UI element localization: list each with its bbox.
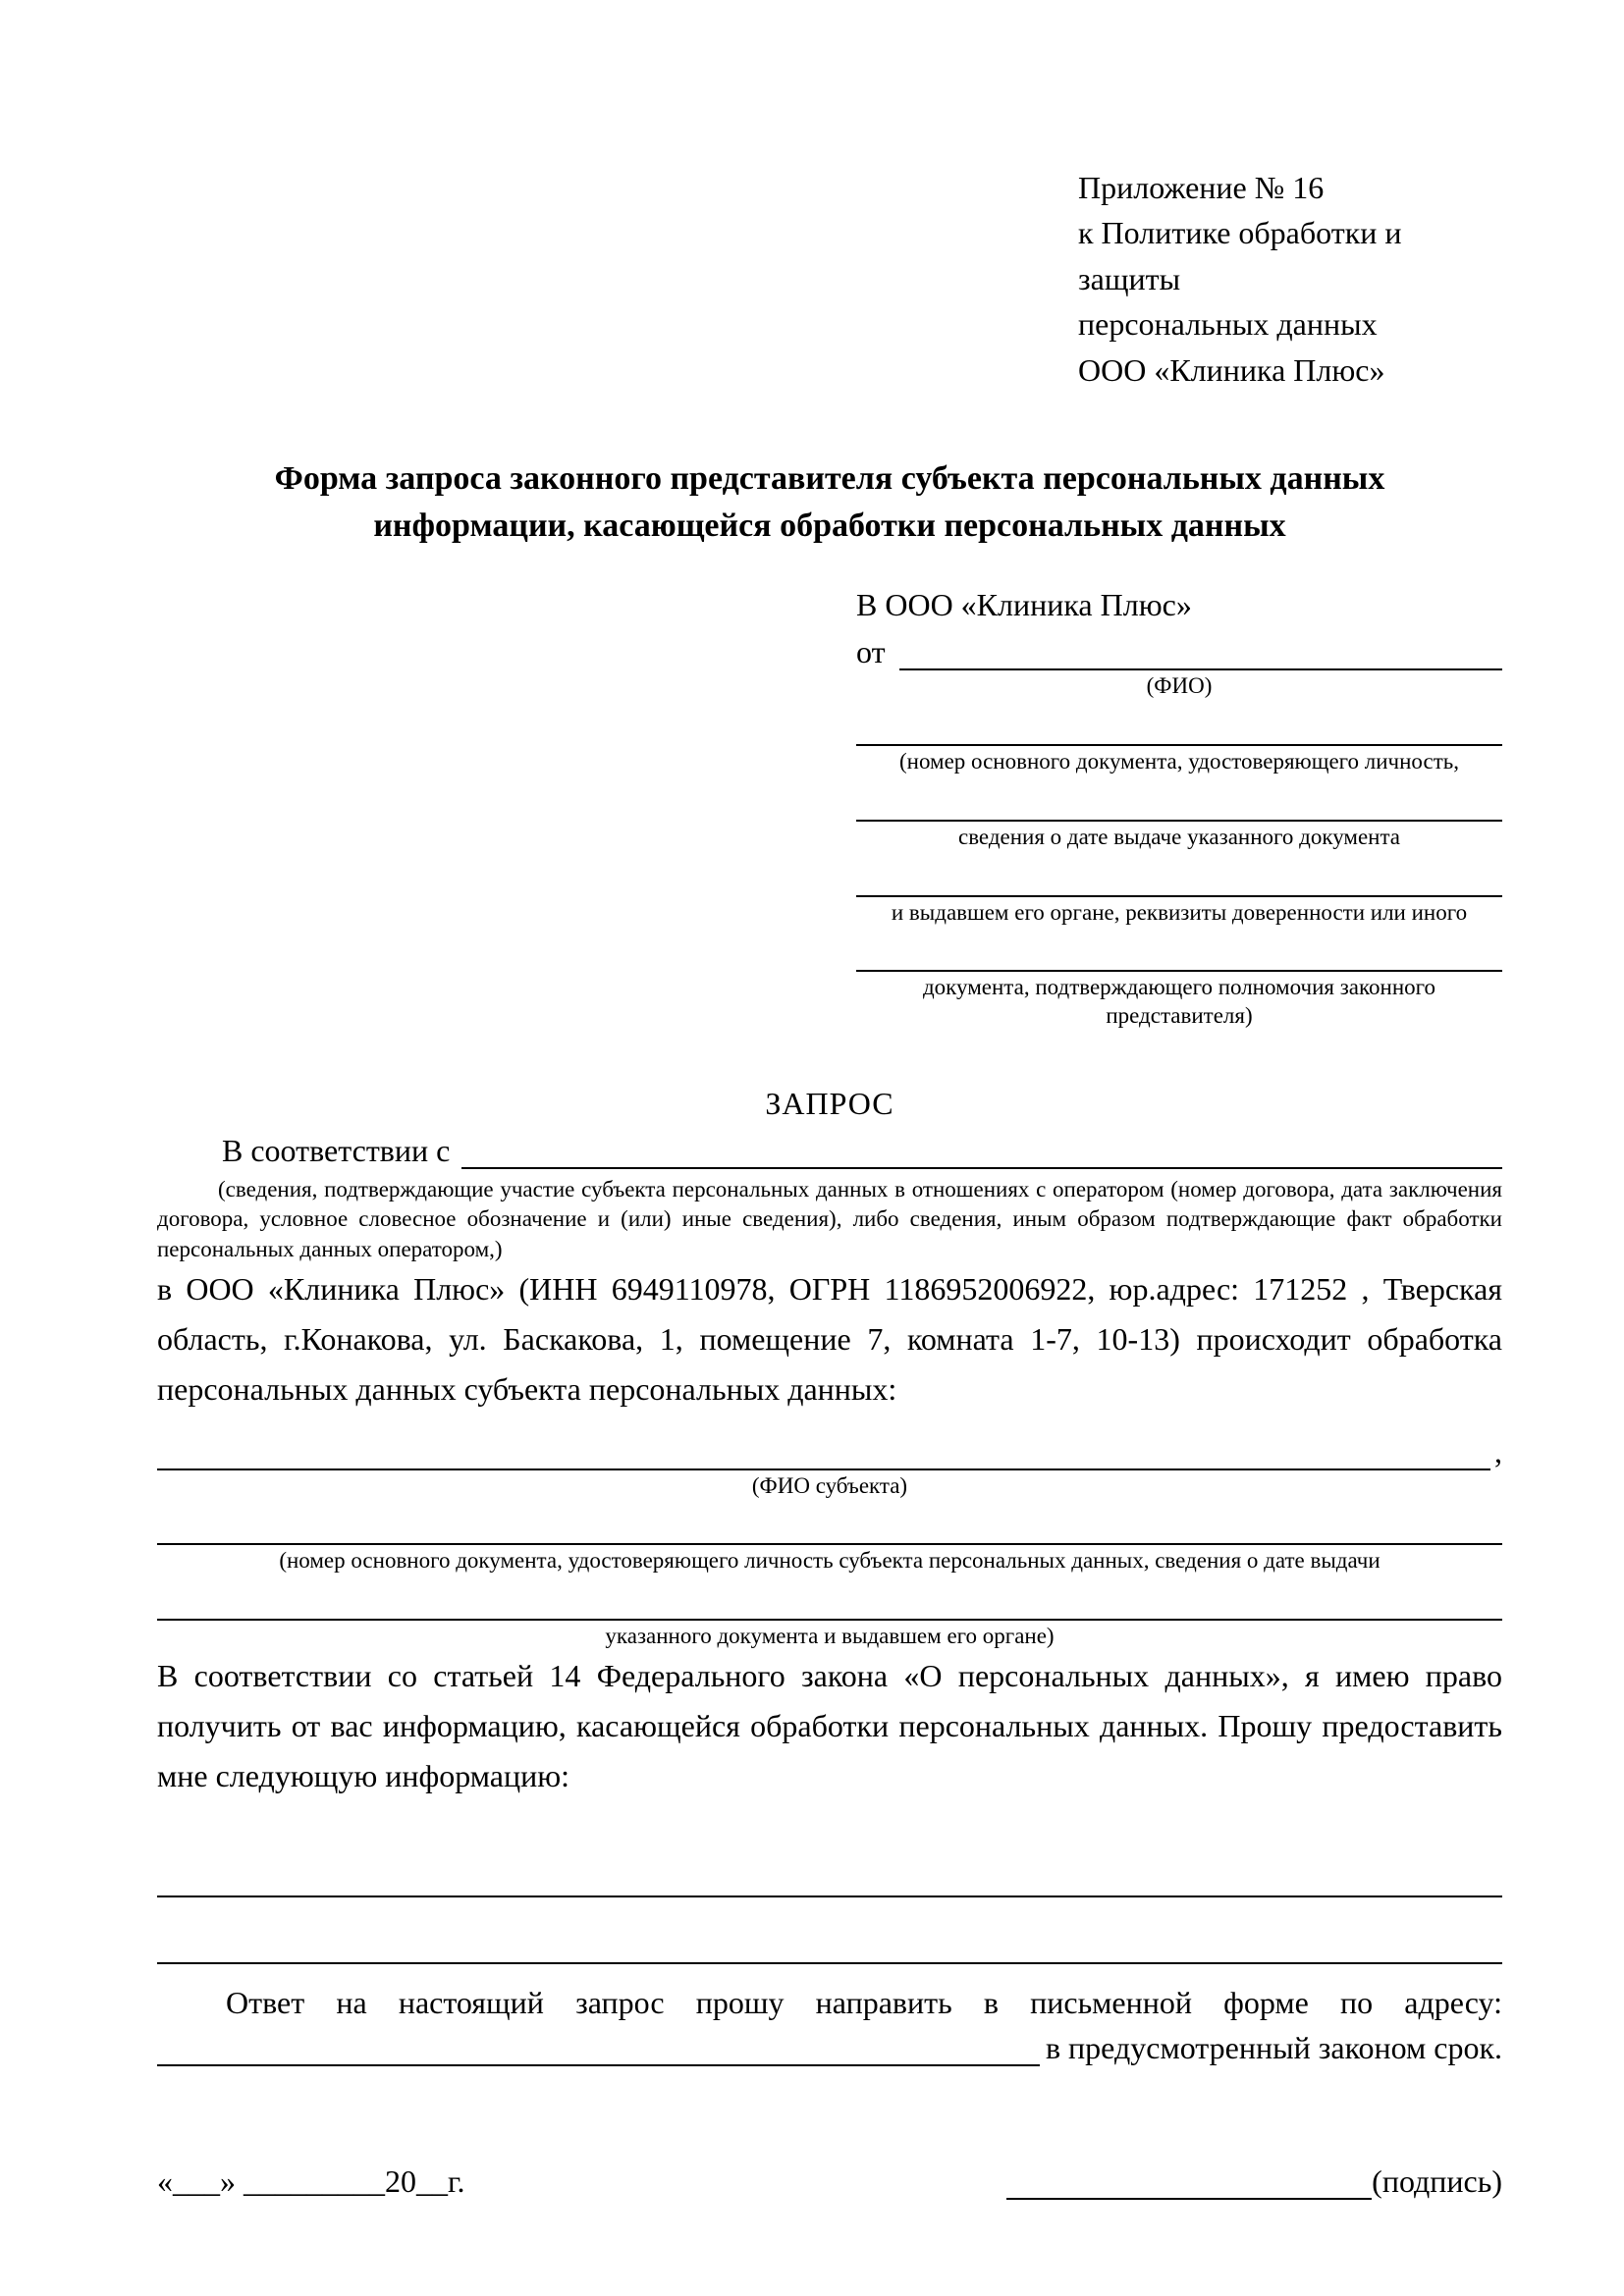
authority-doc-caption: документа, подтверждающего полномочия законного представителя) (922, 975, 1435, 1029)
authority-doc-blank-line (856, 927, 1502, 972)
subject-doc-blank-line (157, 1500, 1502, 1545)
appendix-header (1078, 165, 1502, 393)
addressee-to: В ООО «Клиника Плюс» (856, 587, 1192, 623)
lead-row (157, 1132, 1502, 1169)
signature-caption: (подпись) (1372, 2163, 1502, 2199)
page-title-line1: Форма запроса законного представителя субъекта персональных данных (274, 459, 1385, 497)
subject-doc-caption: (номер основного документа, удостоверяющего личность субъекта персональных данных, сведения о дате выдачи (279, 1548, 1380, 1574)
reply-paragraph-tail: в предусмотренный законом срок. (1045, 2029, 1502, 2065)
doc-issuer-blank-line (856, 852, 1502, 897)
doc-issuer-caption: и выдавшем его органе, реквизиты доверенности или иного (891, 899, 1468, 925)
signature-blank-line (1006, 2161, 1372, 2200)
subject-fio-caption: (ФИО субъекта) (751, 1472, 908, 1498)
relation-proof-note: (сведения, подтверждающие участие субъекта персональных данных в отношениях с оператором (номер договора, дата заключения договора, условное словесное обозначение и (или) иные сведения), либо сведения, иным образом подтверждающие факт обработки персональных данных оператором,) (157, 1176, 1502, 1261)
subject-fio-row (157, 1433, 1502, 1470)
from-label: от (856, 634, 886, 670)
requested-info-blank-line-2 (157, 1919, 1502, 1964)
subject-fio-comma: , (1494, 1433, 1502, 1469)
request-heading: ЗАПРОС (765, 1085, 894, 1121)
operator-paragraph: в ООО «Клиника Плюс» (ИНН 6949110978, ОГРН 1186952006922, юр.адрес: 171252 , Тверская область, г.Конакова, ул. Баскакова, 1, помещение 7, комната 1-7, 10-13) происходит обработка персональных данных субъекта персональных данных: (157, 1271, 1502, 1408)
page-title-line2: информации, касающейся обработки персональных данных (373, 507, 1286, 545)
date-field: «___» _________20__г. (157, 2163, 465, 2199)
doc-number-blank-line (856, 701, 1502, 746)
addressee-block (856, 587, 1502, 1031)
footer-row (157, 2161, 1502, 2200)
appendix-policy-line1: к Политике обработки и защиты (1078, 215, 1402, 296)
organization-name: ООО «Клиника Плюс» (1078, 351, 1385, 388)
reply-address-row (157, 2029, 1502, 2066)
appendix-number: Приложение № 16 (1078, 170, 1325, 205)
requested-info-blank-line-1 (157, 1852, 1502, 1897)
page-title (157, 455, 1502, 551)
reply-paragraph-first-line: Ответ на настоящий запрос прошу направить в письменной форме по адресу: (226, 1985, 1502, 2021)
reply-address-blank-line (157, 2029, 1040, 2066)
fio-blank-line (899, 633, 1502, 670)
signature-group (1006, 2161, 1502, 2200)
subject-doc-issuer-blank-line (157, 1575, 1502, 1621)
doc-number-caption: (номер основного документа, удостоверяющего личность, (898, 749, 1459, 774)
from-row (856, 633, 1502, 670)
fio-caption: (ФИО) (1146, 673, 1213, 699)
lead-label: В соответствии с (222, 1132, 451, 1168)
subject-fio-blank-line (157, 1433, 1490, 1470)
appendix-policy-line2: персональных данных (1078, 306, 1378, 343)
relation-proof-blank-line (461, 1132, 1502, 1169)
subject-doc-issuer-caption: указанного документа и выдавшем его органе) (605, 1624, 1055, 1649)
doc-issue-date-blank-line (856, 776, 1502, 822)
law-paragraph: В соответствии со статьей 14 Федерального закона «О персональных данных», я имею право получить от вас информацию, касающейся обработки персональных данных. Прошу предоставить мне следующую информацию: (157, 1657, 1502, 1794)
doc-issue-date-caption: сведения о дате выдаче указанного документа (957, 824, 1401, 849)
